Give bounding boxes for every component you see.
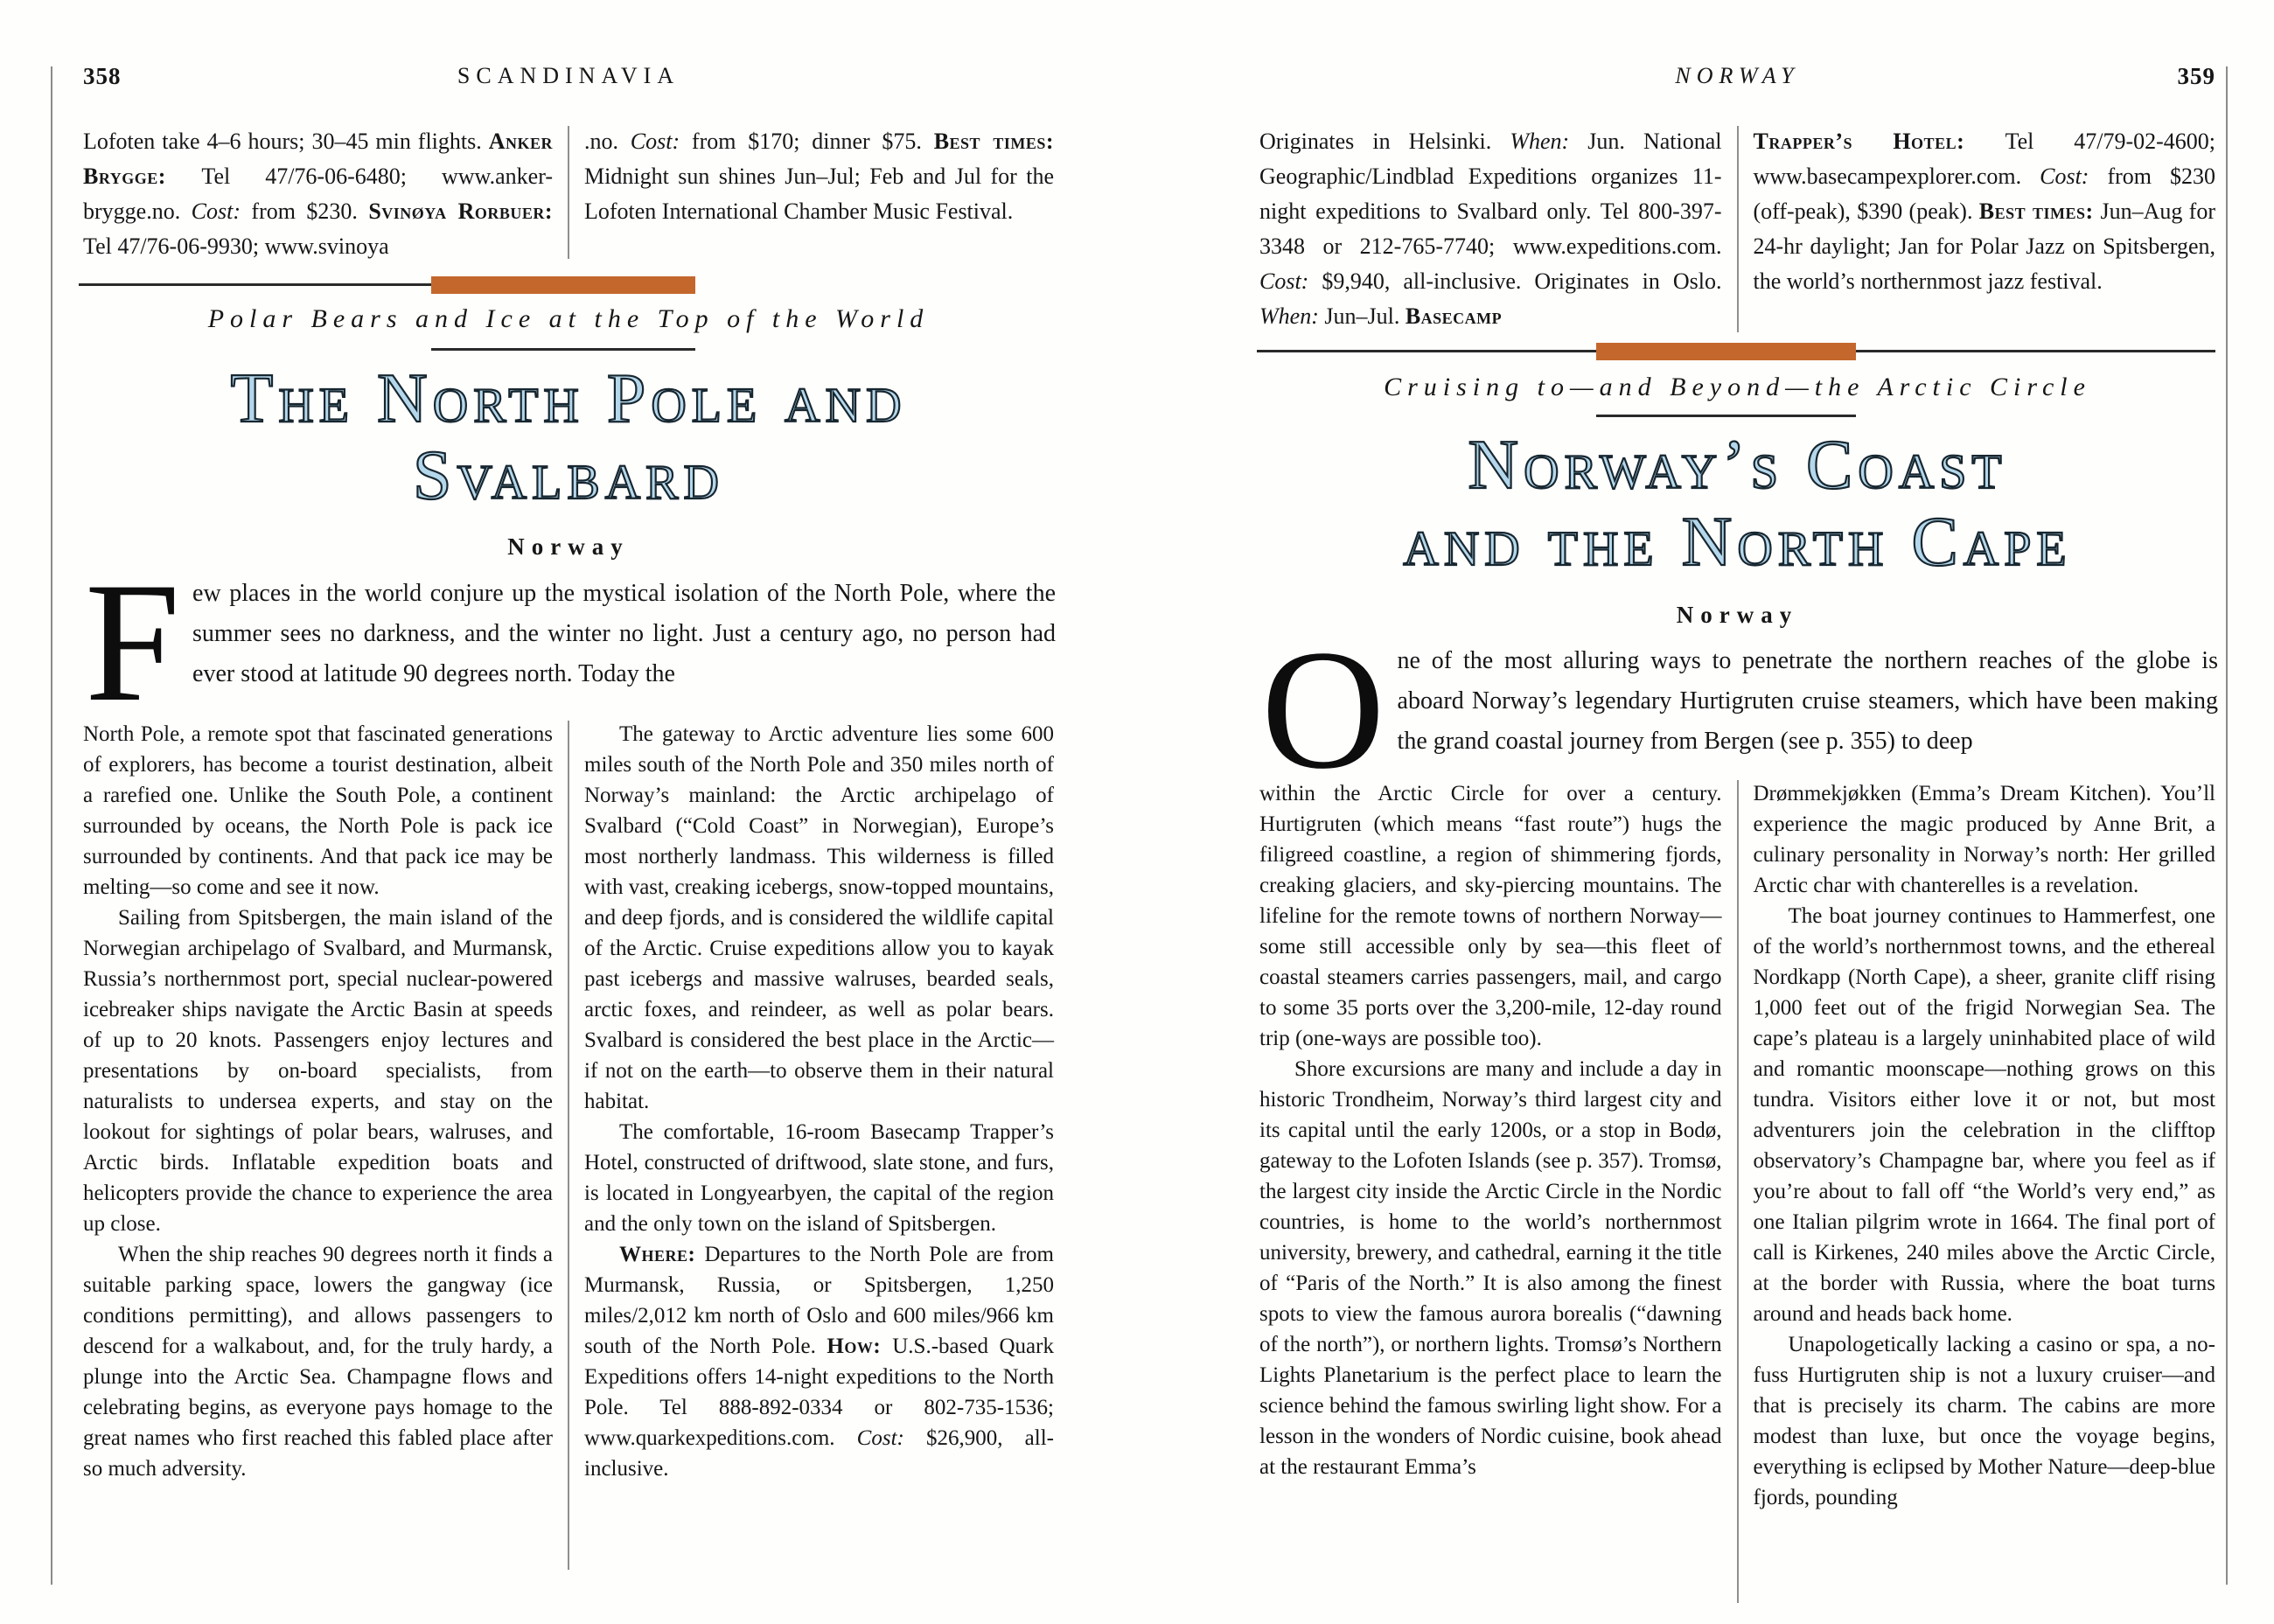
lede-paragraph — [1259, 615, 2218, 805]
continuation-note — [1259, 124, 2215, 334]
article-title — [83, 360, 1054, 514]
paragraph: The comfortable, 16-room Basecamp Trapper’s Hotel, constructed of driftwood, slate stone, and furs, is located in Longyearbyen, the capital of the region and the only town on the island of Spitsbergen. — [584, 1120, 1054, 1236]
paragraph: The boat journey continues to Hammerfest, one of the world’s northernmost towns, and the ethereal Nordkapp (North Cape), a sheer, granite cliff rising 1,000 feet out of the frigid Norwegian Sea. The cape’s plateau is a largely uninhabited place of wild and romantic moonscape—nothing grows on this tundra. Visitors either love it or not, but most adventurers join the celebration in the clifftop observatory’s Champagne bar, where you feel as if you’re about to fall off “the World’s very end,” as one Italian pilgrim wrote in 1664. The final port of call is Kirkenes, 240 miles above the Arctic Circle, at the border with Russia, where the boat turns around and heads back home. — [1753, 904, 2215, 1326]
article-kicker: Cruising to—and Beyond—the Arctic Circle — [1384, 373, 2091, 401]
kicker-underline — [1596, 415, 1856, 417]
article-kicker: Polar Bears and Ice at the Top of the World — [207, 304, 930, 333]
country-label: Norway — [1676, 602, 1799, 628]
running-head: SCANDINAVIA — [457, 63, 680, 88]
column-divider — [1737, 126, 1739, 332]
drop-cap: O — [1261, 615, 1385, 805]
country-label: Norway — [507, 533, 630, 560]
paragraph: Unapologetically lacking a casino or spa, a no-fuss Hurtigruten ship is not a luxury cruiser—and that is precisely its charm. The cabins are more modest than luxe, but once the voyage begins, everything is eclipsed by Mother Nature—deep-blue fjords, pounding — [1753, 1333, 2215, 1509]
outer-margin-rule — [51, 66, 52, 1585]
paragraph: Sailing from Spitsbergen, the main island of the Norwegian archipelago of Svalbard, and Murmansk, Russia’s northernmost port, special nuclear-powered icebreaker ships navigate the Arctic Basin at speeds of up to 20 knots. Passengers enjoy lectures and presentations by on-board specialists, from naturalists to undersea experts, and stay on the lookout for sightings of polar bears, walruses, and Arctic birds. Inflatable expedition boats and helicopters provide the chance to experience the area up close. — [83, 906, 553, 1236]
page-number: 359 — [2177, 63, 2215, 89]
continuation-note — [83, 124, 1054, 264]
body-column-left — [1259, 778, 1722, 1605]
article-title-line1: The North Pole and — [230, 360, 907, 437]
column-divider — [568, 721, 569, 1570]
note-column: Trapper’s Hotel: Tel 47/79-02-4600; www.basecampexplorer.com. Cost: from $230 (off-peak), $390 (peak). Best times: Jun–Aug for 24-hr daylight; Jan for Polar Jazz on Spitsbergen, the world’s northernmost jazz festival. — [1753, 129, 2216, 294]
article-title — [1259, 427, 2215, 581]
lede-paragraph — [83, 547, 1056, 737]
lede-text: ew places in the world conjure up the mystical isolation of the North Pole, where the summer sees no darkness, and the winter no light. Just a century ago, no person had ever stood at latitude 90 degrees north. Today the — [192, 580, 1056, 687]
paragraph: Where: Departures to the North Pole are from Murmansk, Russia, or Spitsbergen, 1,250 miles/2,012 km north of Oslo and 600 miles/966 km south of the North Pole. How: U.S.-based Quark Expeditions offers 14-night expeditions to the North Pole. Tel 888-892-0334 or 802-735-1536; www.quarkexpeditions.com. Cost: $26,900, all-inclusive. — [584, 1243, 1054, 1481]
column-divider — [1737, 780, 1739, 1603]
paragraph: Drømmekjøkken (Emma’s Dream Kitchen). You’ll experience the magic produced by Anne Brit, a culinary personality in Norway’s north: Her grilled Arctic char with chanterelles is a revelation. — [1753, 782, 2215, 897]
lede-text: ne of the most alluring ways to penetrate the northern reaches of the globe is aboard Norway’s legendary Hurtigruten cruise steamers, which have been making the grand coastal journey from Bergen (see p. 355) to deep — [1397, 647, 2218, 755]
paragraph: Shore excursions are many and include a day in historic Trondheim, Norway’s third largest city and its capital until the early 1200s, or a stop in Bodø, gateway to the Lofoten Islands (see p. 357). Tromsø, the largest city inside the Arctic Circle in the Nordic countries, is home to the world’s northernmost university, brewery, and cathedral, earning it the title of “Paris of the North.” It is also among the finest spots to view the famous aurora borealis (“dawning of the north”), or northern lights. Tromsø’s Northern Lights Planetarium is the perfect place to learn the science behind the famous swirling light show. For a lesson in the wonders of Nordic cuisine, book ahead at the restaurant Emma’s — [1259, 1057, 1722, 1479]
article-body — [83, 719, 1054, 1572]
drop-cap: F — [85, 547, 181, 737]
kicker-underline — [431, 348, 695, 351]
right-page — [1137, 0, 2274, 1624]
body-column-right — [1754, 778, 2216, 1605]
running-head: NORWAY — [1675, 63, 1800, 88]
outer-margin-rule — [2226, 66, 2228, 1585]
note-column: Originates in Helsinki. When: Jun. National Geographic/Lindblad Expeditions organizes 11-night expeditions to Svalbard only. Tel 800-397-3348 or 212-765-7740; www.expeditions.com. Cost: $9,940, all-inclusive. Originates in Oslo. When: Jun–Jul. Basecamp — [1259, 129, 1722, 329]
paragraph: When the ship reaches 90 degrees north it finds a suitable parking space, lowers the gangway (ice conditions permitting), and allows passengers to descend for a walkabout, and, for the truly hardy, a plunge into the Arctic Sea. Champagne flows and celebrating begins, as everyone pays homage to the great names who first reached this fabled place after so much adversity. — [83, 1243, 553, 1481]
accent-bar — [1596, 343, 1856, 360]
note-column: Lofoten take 4–6 hours; 30–45 min flights. Anker Brygge: Tel 47/76-06-6480; www.anker-brygge.no. Cost: from $230. Svinøya Rorbuer: Tel 47/76-06-9930; www.svinoya — [83, 129, 554, 259]
page-number: 358 — [83, 63, 122, 89]
article-body — [1259, 778, 2215, 1605]
article-title-line1: Norway’s Coast — [1468, 427, 2007, 504]
note-column: .no. Cost: from $170; dinner $75. Best times: Midnight sun shines Jun–Jul; Feb and Jul for the Lofoten International Chamber Music Festival. — [584, 129, 1055, 224]
paragraph: within the Arctic Circle for over a century. Hurtigruten (which means “fast route”) hugs the filigreed coastline, a region of shimmering fjords, creaking glaciers, and sky-piercing mountains. The lifeline for the remote towns of northern Norway—some still accessible only by sea—this fleet of coastal steamers carries passengers, mail, and cargo to some 35 ports over the 3,200-mile, 12-day round trip (one-ways are possible too). — [1259, 782, 1722, 1050]
article-title-line2: and the North Cape — [1403, 504, 2072, 581]
column-divider — [568, 126, 569, 259]
paragraph: The gateway to Arctic adventure lies some 600 miles south of the North Pole and 350 miles north of Norway’s mainland: the Arctic archipelago of Svalbard (“Cold Coast” in Norwegian), Europe’s most northerly landmass. This wilderness is filled with vast, creaking icebergs, snow-topped mountains, and deep fjords, and is considered the wildlife capital of the Arctic. Cruise expeditions allow you to kayak past icebergs and massive walruses, bearded seals, arctic foxes, and reindeer, as well as polar bears. Svalbard is considered the best place in the Arctic—if not on the earth—to observe them in their natural habitat. — [584, 722, 1054, 1113]
body-column-left — [83, 719, 553, 1572]
body-column-right — [584, 719, 1054, 1572]
article-title-line2: Svalbard — [413, 437, 724, 514]
accent-bar — [431, 276, 695, 294]
paragraph: North Pole, a remote spot that fascinated generations of explorers, has become a tourist destination, albeit a rarefied one. Unlike the South Pole, a continent surrounded by oceans, the North Pole is pack ice surrounded by continents. And that pack ice may be melting—so come and see it now. — [83, 722, 553, 899]
